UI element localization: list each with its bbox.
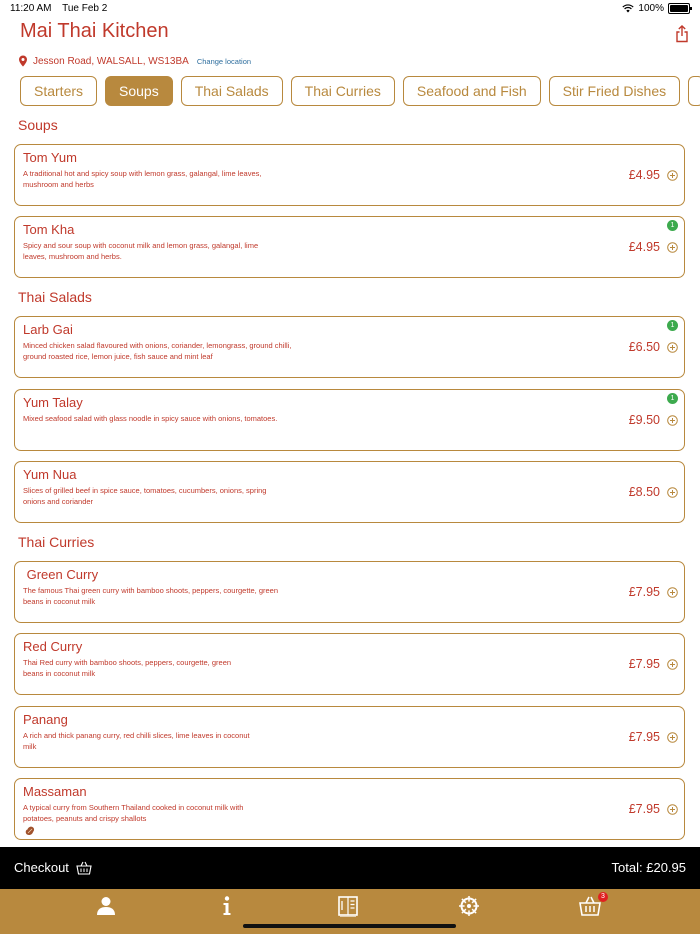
menu-item-card[interactable] [14,706,685,768]
item-name: Massaman [23,784,87,799]
order-total: Total: £20.95 [611,860,686,875]
item-price: £4.95 [628,168,660,182]
item-description: Thai Red curry with bamboo shoots, peppers, courgette, green beans in coconut milk [23,658,232,678]
menu-item-card[interactable] [14,561,685,623]
status-left [10,3,115,14]
item-description: Mixed seafood salad with glass noodle in spicy sauce with onions, tomatoes. [23,414,278,423]
status-bar [0,0,700,18]
home-indicator [243,924,456,928]
settings-icon[interactable] [458,895,480,917]
status-date: Tue Feb 2 [62,3,108,14]
item-name: Yum Talay [23,395,83,410]
tab-thai-curries[interactable]: Thai Curries [291,76,395,106]
wifi-icon [622,4,634,13]
item-price: £7.95 [628,657,660,671]
item-description: Spicy and sour soup with coconut milk and lemon grass, galangal, lime leaves, mushroom and herbs. [23,241,259,261]
peanut-icon [24,825,36,837]
status-right [622,3,690,14]
app-title: Mai Thai Kitchen [20,20,169,42]
tab-next-partial[interactable] [688,76,700,106]
item-name: Tom Yum [23,150,77,165]
basket-count-badge: 3 [598,892,608,902]
status-time: 11:20 AM [10,3,52,14]
add-item-icon[interactable] [667,587,678,598]
account-icon[interactable] [95,895,117,917]
section-title-thai-salads: Thai Salads [18,289,92,305]
menu-item-card[interactable] [14,633,685,695]
basket-icon [76,861,92,875]
item-name: Yum Nua [23,467,77,482]
item-name: Larb Gai [23,322,73,337]
menu-item-card[interactable] [14,216,685,278]
checkout-bar [0,847,700,889]
section-title-soups: Soups [18,117,58,133]
add-item-icon[interactable] [667,170,678,181]
add-item-icon[interactable] [667,242,678,253]
item-price: £6.50 [628,340,660,354]
menu-item-card[interactable] [14,316,685,378]
menu-item-card[interactable] [14,389,685,451]
battery-icon [668,3,690,14]
checkout-label: Checkout [14,860,69,875]
item-description: Minced chicken salad flavoured with onions, coriander, lemongrass, ground chilli, ground roasted rice, lemon juice, fish sauce and mint leaf [23,341,292,361]
section-title-thai-curries: Thai Curries [18,534,95,550]
item-description: A traditional hot and spicy soup with lemon grass, galangal, lime leaves, mushroom and herbs [23,169,262,189]
add-item-icon[interactable] [667,659,678,670]
tab-starters[interactable]: Starters [20,76,97,106]
item-price: £7.95 [628,802,660,816]
tab-stir-fried-dishes[interactable]: Stir Fried Dishes [549,76,680,106]
item-name: Red Curry [23,639,83,654]
item-description: A typical curry from Southern Thailand cooked in coconut milk with potatoes, peanuts and crispy shallots [23,803,244,823]
add-item-icon[interactable] [667,487,678,498]
item-price: £7.95 [628,585,660,599]
item-name: Green Curry [23,567,99,582]
share-icon[interactable] [674,25,690,43]
battery-percent: 100% [638,3,664,14]
restaurant-address: Jesson Road, WALSALL, WS13BA [33,55,189,67]
menu-icon[interactable] [337,895,359,917]
item-name: Panang [23,712,68,727]
quantity-badge: 1 [667,393,678,404]
item-name: Tom Kha [23,222,75,237]
add-item-icon[interactable] [667,415,678,426]
add-item-icon[interactable] [667,804,678,815]
tab-seafood-and-fish[interactable]: Seafood and Fish [403,76,541,106]
menu-item-card[interactable] [14,144,685,206]
quantity-badge: 1 [667,320,678,331]
add-item-icon[interactable] [667,732,678,743]
menu-item-card[interactable] [14,778,685,840]
checkout-button[interactable] [14,860,92,875]
category-tabs [20,76,700,108]
change-location-link[interactable]: Change location [196,56,252,66]
location-pin-icon [18,55,28,67]
item-price: £4.95 [628,240,660,254]
item-description: Slices of grilled beef in spice sauce, tomatoes, cucumbers, onions, spring onions and coriander [23,486,267,506]
item-price: £7.95 [628,730,660,744]
info-icon[interactable] [216,895,238,917]
add-item-icon[interactable] [667,342,678,353]
tab-soups[interactable]: Soups [105,76,173,106]
item-description: A rich and thick panang curry, red chilli slices, lime leaves in coconut milk [23,731,250,751]
location-row [18,55,251,67]
item-price: £8.50 [628,485,660,499]
tab-thai-salads[interactable]: Thai Salads [181,76,283,106]
item-description: The famous Thai green curry with bamboo shoots, peppers, courgette, green beans in coconut milk [23,586,279,606]
menu-item-card[interactable] [14,461,685,523]
quantity-badge: 1 [667,220,678,231]
item-price: £9.50 [628,413,660,427]
